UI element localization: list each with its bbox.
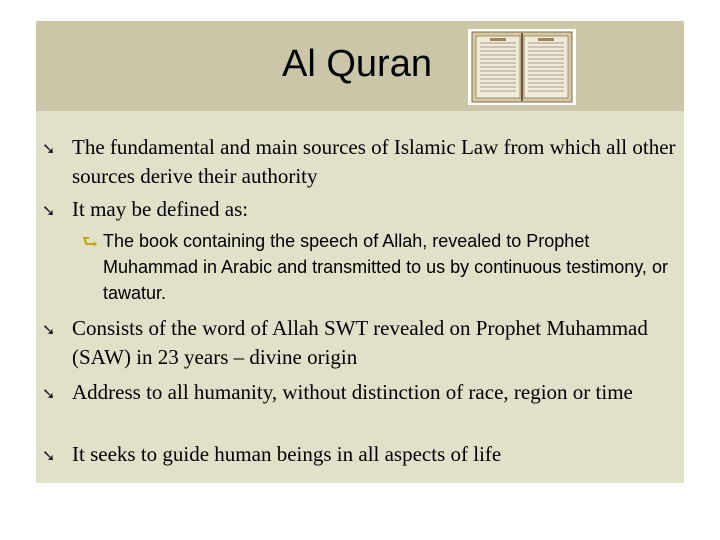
bullet-text: Address to all humanity, without distinction of race, region or time [72,380,633,404]
bullet-text: It may be defined as: [72,197,249,221]
slide [36,21,684,483]
arrow-bullet-icon: ➘ [42,141,56,158]
open-quran-book-icon [468,29,576,105]
slide-title: Al Quran [282,43,432,85]
title-bar [36,21,684,111]
bullet-text: It seeks to guide human beings in all aspects of life [72,442,502,466]
arrow-bullet-icon: ➘ [42,448,56,465]
arrow-bullet-icon: ➘ [42,386,56,403]
bullet-text: Consists of the word of Allah SWT revealed on Prophet Muhammad (SAW) in 23 years – divine origin [72,316,648,369]
sub-bullet-text: The book containing the speech of Allah, revealed to Prophet Muhammad in Arabic and transmitted to us by continuous testimony, or tawatur. [103,231,668,303]
arrow-bullet-icon: ➘ [42,322,56,339]
bullet-text: The fundamental and main sources of Islamic Law from which all other sources derive their authority [72,135,676,188]
curved-arrow-bullet-icon: ⮑ [82,232,99,253]
arrow-bullet-icon: ➘ [42,203,56,220]
